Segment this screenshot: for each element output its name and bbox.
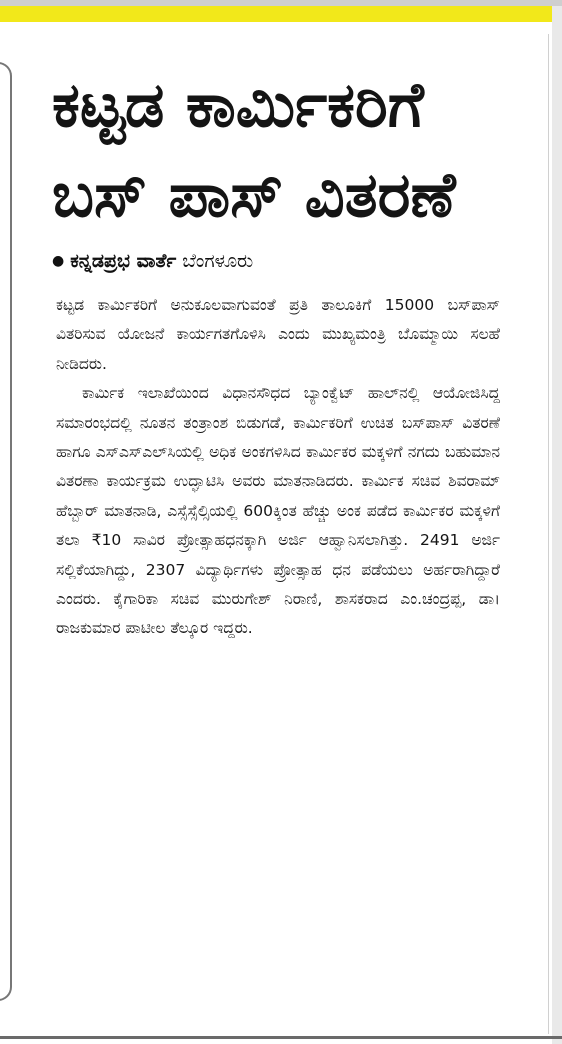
- article-paragraph-2: ಕಾರ್ಮಿಕ ಇಲಾಖೆಯಿಂದ ವಿಧಾನಸೌಧದ ಬ್ಯಾಂಕ್ವೆಟ್ ಹಾಲ್‌ನಲ್ಲಿ ಆಯೋಜಿಸಿದ್ದ ಸಮಾರಂಭದಲ್ಲಿ ನೂತನ ತಂತ್ರಾಂಶ ಬಿಡುಗಡೆ, ಕಾರ್ಮಿಕರಿಗೆ ಉಚಿತ ಬಸ್‌ಪಾಸ್ ವಿತರಣೆ ಹಾಗೂ ಎಸ್‌ಎಸ್‌ಎಲ್‌ಸಿಯಲ್ಲಿ ಅಧಿಕ ಅಂಕಗಳಿಸಿದ ಕಾರ್ಮಿಕರ ಮಕ್ಕಳಿಗೆ ನಗದು ಬಹುಮಾನ ವಿತರಣಾ ಕಾರ್ಯಕ್ರಮ ಉದ್ಘಾಟಿಸಿ ಅವರು ಮಾತನಾಡಿದರು. ಕಾರ್ಮಿಕ ಸಚಿವ ಶಿವರಾಮ್ ಹೆಬ್ಬಾರ್ ಮಾತನಾಡಿ, ಎಸ್ಸೆಸ್ಸೆಲ್ಸಿಯಲ್ಲಿ 600ಕ್ಕಿಂತ ಹೆಚ್ಚು ಅಂಕ ಪಡೆದ ಕಾರ್ಮಿಕರ ಮಕ್ಕಳಿಗೆ ತಲಾ ₹10 ಸಾವಿರ ಪ್ರೋತ್ಸಾಹಧನಕ್ಕಾಗಿ ಅರ್ಜಿ ಆಹ್ವಾನಿಸಲಾಗಿತ್ತು. 2491 ಅರ್ಜಿ ಸಲ್ಲಿಕೆಯಾಗಿದ್ದು, 2307 ವಿದ್ಯಾರ್ಥಿಗಳು ಪ್ರೋತ್ಸಾಹ ಧನ ಪಡೆಯಲು ಅರ್ಹರಾಗಿದ್ದಾರೆ ಎಂದರು. ಕೈಗಾರಿಕಾ ಸಚಿವ ಮುರುಗೇಶ್ ನಿರಾಣಿ, ಶಾಸಕರಾದ ಎಂ.ಚಂದ್ರಪ್ಪ, ಡಾ। ರಾಜಕುಮಾರ ಪಾಟೀಲ ತೆಲ್ಕೂರ ಇದ್ದರು.: [56, 384, 500, 638]
- article-body: [56, 291, 500, 644]
- top-accent-bar: [0, 6, 552, 22]
- article-byline: [52, 247, 542, 275]
- right-column-rule: [548, 34, 549, 1034]
- byline-place: ಬೆಂಗಳೂರು: [182, 250, 254, 272]
- headline-line-2: ಬಸ್ ಪಾಸ್ ವಿತರಣೆ: [52, 158, 456, 231]
- left-frame-border: [0, 62, 12, 1001]
- headline-line-1: ಕಟ್ಟಡ ಕಾರ್ಮಿಕರಿಗೆ: [52, 68, 424, 141]
- bottom-rule: [0, 1036, 562, 1039]
- article-headline: [52, 60, 542, 240]
- byline-bullet-icon: ●: [52, 253, 65, 269]
- article-paragraph-1: ಕಟ್ಟಡ ಕಾರ್ಮಿಕರಿಗೆ ಅನುಕೂಲವಾಗುವಂತೆ ಪ್ರತಿ ತಾಲೂಕಿಗೆ 15000 ಬಸ್‌ಪಾಸ್ ವಿತರಿಸುವ ಯೋಜನೆ ಕಾರ್ಯಗತಗೊಳಿಸಿ ಎಂದು ಮುಖ್ಯಮಂತ್ರಿ ಬೊಮ್ಮಾಯಿ ಸಲಹೆ ನೀಡಿದರು.: [56, 296, 500, 373]
- right-edge-strip: [552, 6, 562, 1044]
- byline-source: ಕನ್ನಡಪ್ರಭ ವಾರ್ತೆ: [70, 250, 177, 272]
